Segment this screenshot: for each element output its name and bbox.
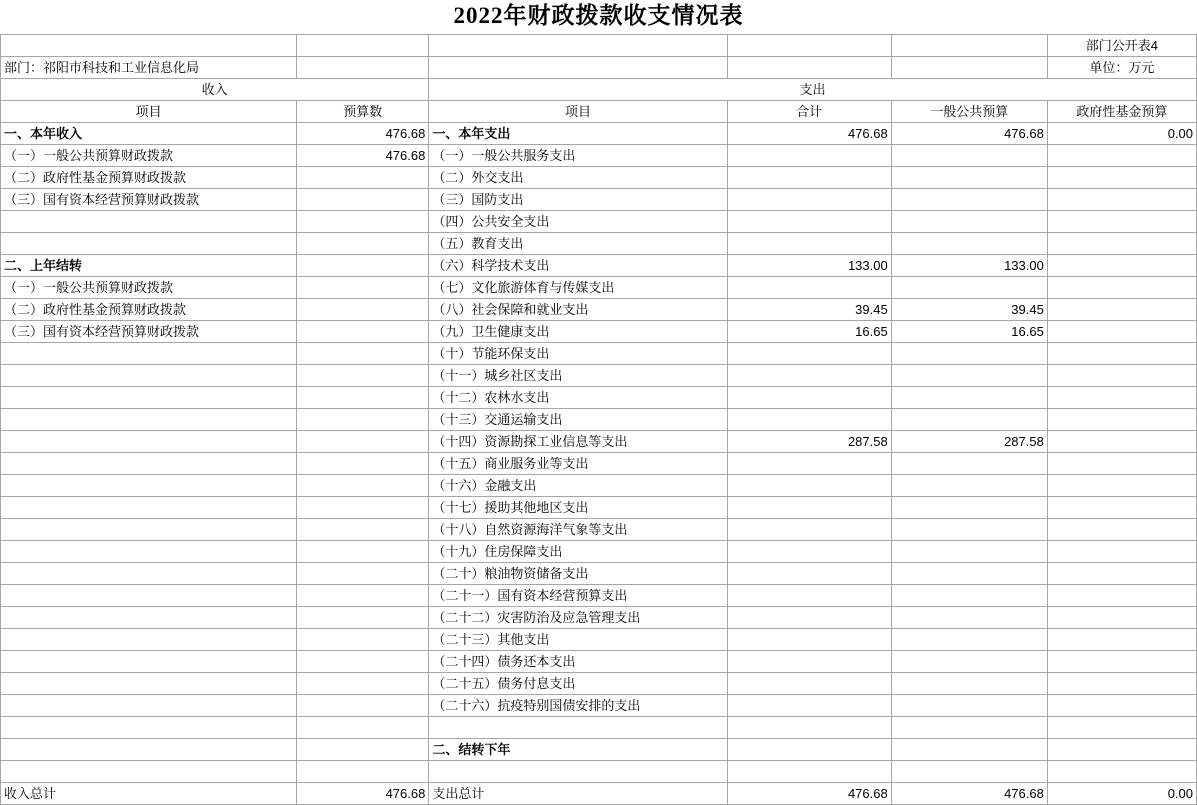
- expenditure-gov-fund-cell: [1047, 387, 1196, 409]
- col-header-exp-gov-fund: 政府性基金预算: [1047, 101, 1196, 123]
- table-row: [1, 629, 1197, 651]
- expenditure-total-label: 支出总计: [429, 783, 727, 805]
- expenditure-total-cell: [727, 409, 891, 431]
- col-header-exp-item: 项目: [429, 101, 727, 123]
- expenditure-total-cell: [727, 365, 891, 387]
- income-value-cell: 476.68: [297, 145, 429, 167]
- expenditure-item-cell: （十九）住房保障支出: [429, 541, 727, 563]
- expenditure-total-cell: 39.45: [727, 299, 891, 321]
- expenditure-general-public-cell: [891, 343, 1047, 365]
- income-value-cell: [297, 233, 429, 255]
- income-value-cell: [297, 189, 429, 211]
- table-row: [1, 189, 1197, 211]
- expenditure-total-cell: [727, 761, 891, 783]
- income-item-cell: （二）政府性基金预算财政拨款: [1, 167, 297, 189]
- table-row: [1, 299, 1197, 321]
- expenditure-general-public-cell: [891, 167, 1047, 189]
- income-value-cell: [297, 651, 429, 673]
- income-value-cell: [297, 629, 429, 651]
- income-total-value: 476.68: [297, 783, 429, 805]
- income-value-cell: [297, 607, 429, 629]
- expenditure-item-cell: （三）国防支出: [429, 189, 727, 211]
- income-value-cell: [297, 277, 429, 299]
- table-row: [1, 233, 1197, 255]
- income-item-cell: [1, 453, 297, 475]
- expenditure-total-value: 476.68: [727, 783, 891, 805]
- expenditure-total-cell: 133.00: [727, 255, 891, 277]
- expenditure-general-public-cell: 133.00: [891, 255, 1047, 277]
- income-value-cell: [297, 673, 429, 695]
- expenditure-total-cell: [727, 189, 891, 211]
- expenditure-general-public-cell: [891, 585, 1047, 607]
- expenditure-total-cell: [727, 387, 891, 409]
- expenditure-gov-fund-cell: [1047, 563, 1196, 585]
- expenditure-gov-fund-cell: [1047, 695, 1196, 717]
- table-row: [1, 585, 1197, 607]
- income-value-cell: [297, 321, 429, 343]
- table-row: [1, 365, 1197, 387]
- income-item-cell: [1, 497, 297, 519]
- table-row: [1, 717, 1197, 739]
- table-row: [1, 431, 1197, 453]
- expenditure-item-cell: （二十四）债务还本支出: [429, 651, 727, 673]
- expenditure-item-cell: （二十五）债务付息支出: [429, 673, 727, 695]
- expenditure-item-cell: （二十一）国有资本经营预算支出: [429, 585, 727, 607]
- blank-cell: [891, 35, 1047, 57]
- expenditure-general-public-cell: [891, 475, 1047, 497]
- table-row: [1, 519, 1197, 541]
- expenditure-total-cell: [727, 651, 891, 673]
- expenditure-total-general-public: 476.68: [891, 783, 1047, 805]
- income-value-cell: [297, 409, 429, 431]
- income-item-cell: （一）一般公共预算财政拨款: [1, 145, 297, 167]
- expenditure-general-public-cell: [891, 519, 1047, 541]
- income-item-cell: [1, 409, 297, 431]
- expenditure-gov-fund-cell: [1047, 475, 1196, 497]
- expenditure-item-cell: （十七）援助其他地区支出: [429, 497, 727, 519]
- income-item-cell: （三）国有资本经营预算财政拨款: [1, 189, 297, 211]
- col-header-exp-total: 合计: [727, 101, 891, 123]
- income-item-cell: 二、上年结转: [1, 255, 297, 277]
- expenditure-gov-fund-cell: [1047, 321, 1196, 343]
- table-row: [1, 541, 1197, 563]
- income-value-cell: [297, 211, 429, 233]
- income-value-cell: [297, 761, 429, 783]
- income-item-cell: [1, 629, 297, 651]
- income-item-cell: [1, 541, 297, 563]
- table-row: [1, 475, 1197, 497]
- income-item-cell: [1, 475, 297, 497]
- expenditure-item-cell: （十）节能环保支出: [429, 343, 727, 365]
- expenditure-total-cell: [727, 695, 891, 717]
- expenditure-general-public-cell: [891, 629, 1047, 651]
- expenditure-general-public-cell: 16.65: [891, 321, 1047, 343]
- income-value-cell: [297, 453, 429, 475]
- expenditure-gov-fund-cell: [1047, 211, 1196, 233]
- table-row: [1, 761, 1197, 783]
- expenditure-general-public-cell: [891, 145, 1047, 167]
- expenditure-item-cell: （九）卫生健康支出: [429, 321, 727, 343]
- blank-cell: [297, 35, 429, 57]
- income-value-cell: 476.68: [297, 123, 429, 145]
- expenditure-total-cell: [727, 211, 891, 233]
- expenditure-gov-fund-cell: [1047, 233, 1196, 255]
- expenditure-item-cell: （八）社会保障和就业支出: [429, 299, 727, 321]
- expenditure-item-cell: （十三）交通运输支出: [429, 409, 727, 431]
- expenditure-total-cell: [727, 167, 891, 189]
- blank-cell: [429, 35, 727, 57]
- expenditure-item-cell: （二十六）抗疫特别国债安排的支出: [429, 695, 727, 717]
- table-row: [1, 673, 1197, 695]
- table-row: [1, 277, 1197, 299]
- expenditure-general-public-cell: [891, 233, 1047, 255]
- table-row: [1, 695, 1197, 717]
- expenditure-item-cell: （十二）农林水支出: [429, 387, 727, 409]
- expenditure-general-public-cell: [891, 497, 1047, 519]
- expenditure-gov-fund-cell: [1047, 629, 1196, 651]
- public-table-no: 部门公开表4: [1047, 35, 1196, 57]
- income-item-cell: [1, 585, 297, 607]
- expenditure-item-cell: （六）科学技术支出: [429, 255, 727, 277]
- income-item-cell: [1, 431, 297, 453]
- table-body: [1, 35, 1197, 805]
- department-label: 部门：祁阳市科技和工业信息化局: [1, 57, 297, 79]
- expenditure-general-public-cell: 476.68: [891, 123, 1047, 145]
- income-item-cell: [1, 717, 297, 739]
- income-item-cell: [1, 343, 297, 365]
- expenditure-total-gov-fund: 0.00: [1047, 783, 1196, 805]
- group-header-income: 收入: [1, 79, 429, 101]
- expenditure-item-cell: 二、结转下年: [429, 739, 727, 761]
- expenditure-general-public-cell: [891, 453, 1047, 475]
- expenditure-total-cell: [727, 233, 891, 255]
- expenditure-general-public-cell: [891, 651, 1047, 673]
- expenditure-total-cell: 476.68: [727, 123, 891, 145]
- income-total-label: 收入总计: [1, 783, 297, 805]
- income-value-cell: [297, 585, 429, 607]
- income-value-cell: [297, 497, 429, 519]
- table-row: [1, 167, 1197, 189]
- income-value-cell: [297, 717, 429, 739]
- public-table-no-row: [1, 35, 1197, 57]
- income-item-cell: [1, 761, 297, 783]
- expenditure-gov-fund-cell: [1047, 145, 1196, 167]
- col-header-exp-general-public: 一般公共预算: [891, 101, 1047, 123]
- expenditure-gov-fund-cell: [1047, 739, 1196, 761]
- table-row: [1, 739, 1197, 761]
- blank-cell: [297, 57, 429, 79]
- income-value-cell: [297, 365, 429, 387]
- expenditure-gov-fund-cell: [1047, 519, 1196, 541]
- table-row: [1, 453, 1197, 475]
- expenditure-gov-fund-cell: [1047, 365, 1196, 387]
- expenditure-general-public-cell: [891, 739, 1047, 761]
- expenditure-general-public-cell: [891, 189, 1047, 211]
- income-item-cell: （一）一般公共预算财政拨款: [1, 277, 297, 299]
- expenditure-general-public-cell: [891, 387, 1047, 409]
- income-value-cell: [297, 343, 429, 365]
- expenditure-general-public-cell: [891, 607, 1047, 629]
- table-row: [1, 343, 1197, 365]
- table-row: [1, 145, 1197, 167]
- expenditure-total-cell: [727, 343, 891, 365]
- expenditure-total-cell: [727, 475, 891, 497]
- table-row: [1, 321, 1197, 343]
- expenditure-gov-fund-cell: [1047, 255, 1196, 277]
- table-row: [1, 211, 1197, 233]
- income-item-cell: [1, 563, 297, 585]
- expenditure-gov-fund-cell: [1047, 541, 1196, 563]
- table-row: [1, 607, 1197, 629]
- expenditure-total-cell: [727, 717, 891, 739]
- expenditure-item-cell: （二十二）灾害防治及应急管理支出: [429, 607, 727, 629]
- blank-cell: [727, 35, 891, 57]
- expenditure-gov-fund-cell: [1047, 651, 1196, 673]
- expenditure-total-cell: [727, 739, 891, 761]
- income-item-cell: [1, 365, 297, 387]
- expenditure-general-public-cell: [891, 563, 1047, 585]
- expenditure-total-cell: 287.58: [727, 431, 891, 453]
- expenditure-gov-fund-cell: [1047, 607, 1196, 629]
- income-item-cell: [1, 739, 297, 761]
- blank-cell: [891, 57, 1047, 79]
- department-unit-row: [1, 57, 1197, 79]
- expenditure-total-cell: [727, 585, 891, 607]
- expenditure-gov-fund-cell: [1047, 717, 1196, 739]
- blank-cell: [727, 57, 891, 79]
- expenditure-gov-fund-cell: [1047, 585, 1196, 607]
- expenditure-item-cell: （五）教育支出: [429, 233, 727, 255]
- expenditure-item-cell: （四）公共安全支出: [429, 211, 727, 233]
- income-value-cell: [297, 541, 429, 563]
- income-item-cell: [1, 519, 297, 541]
- fiscal-allocation-table: [0, 34, 1197, 805]
- column-header-row: [1, 101, 1197, 123]
- expenditure-item-cell: （二十三）其他支出: [429, 629, 727, 651]
- expenditure-gov-fund-cell: [1047, 167, 1196, 189]
- income-value-cell: [297, 695, 429, 717]
- table-row: [1, 651, 1197, 673]
- expenditure-item-cell: 一、本年支出: [429, 123, 727, 145]
- expenditure-general-public-cell: [891, 717, 1047, 739]
- income-value-cell: [297, 167, 429, 189]
- expenditure-gov-fund-cell: [1047, 453, 1196, 475]
- expenditure-general-public-cell: 287.58: [891, 431, 1047, 453]
- expenditure-gov-fund-cell: [1047, 431, 1196, 453]
- income-item-cell: （二）政府性基金预算财政拨款: [1, 299, 297, 321]
- expenditure-item-cell: （二）外交支出: [429, 167, 727, 189]
- expenditure-item-cell: （二十）粮油物资储备支出: [429, 563, 727, 585]
- income-value-cell: [297, 519, 429, 541]
- expenditure-general-public-cell: [891, 673, 1047, 695]
- expenditure-gov-fund-cell: [1047, 409, 1196, 431]
- expenditure-gov-fund-cell: [1047, 299, 1196, 321]
- expenditure-total-cell: [727, 277, 891, 299]
- table-row: [1, 497, 1197, 519]
- income-item-cell: （三）国有资本经营预算财政拨款: [1, 321, 297, 343]
- income-item-cell: 一、本年收入: [1, 123, 297, 145]
- table-row: [1, 255, 1197, 277]
- expenditure-item-cell: （十一）城乡社区支出: [429, 365, 727, 387]
- income-value-cell: [297, 387, 429, 409]
- table-row: [1, 123, 1197, 145]
- expenditure-general-public-cell: [891, 211, 1047, 233]
- expenditure-general-public-cell: [891, 277, 1047, 299]
- expenditure-gov-fund-cell: [1047, 189, 1196, 211]
- expenditure-item-cell: [429, 761, 727, 783]
- expenditure-gov-fund-cell: [1047, 497, 1196, 519]
- table-row: [1, 563, 1197, 585]
- expenditure-item-cell: （一）一般公共服务支出: [429, 145, 727, 167]
- income-value-cell: [297, 563, 429, 585]
- expenditure-general-public-cell: [891, 365, 1047, 387]
- income-item-cell: [1, 673, 297, 695]
- table-row: [1, 387, 1197, 409]
- expenditure-total-cell: [727, 453, 891, 475]
- expenditure-total-cell: 16.65: [727, 321, 891, 343]
- expenditure-total-cell: [727, 629, 891, 651]
- expenditure-gov-fund-cell: [1047, 673, 1196, 695]
- expenditure-total-cell: [727, 497, 891, 519]
- income-item-cell: [1, 607, 297, 629]
- blank-cell: [429, 57, 727, 79]
- group-header-row: [1, 79, 1197, 101]
- expenditure-item-cell: （十四）资源勘探工业信息等支出: [429, 431, 727, 453]
- expenditure-total-cell: [727, 563, 891, 585]
- table-row: [1, 409, 1197, 431]
- expenditure-item-cell: （十六）金融支出: [429, 475, 727, 497]
- group-header-expenditure: 支出: [429, 79, 1197, 101]
- expenditure-gov-fund-cell: [1047, 277, 1196, 299]
- income-value-cell: [297, 431, 429, 453]
- expenditure-item-cell: （十八）自然资源海洋气象等支出: [429, 519, 727, 541]
- expenditure-total-cell: [727, 541, 891, 563]
- expenditure-item-cell: （七）文化旅游体育与传媒支出: [429, 277, 727, 299]
- expenditure-total-cell: [727, 607, 891, 629]
- expenditure-general-public-cell: [891, 409, 1047, 431]
- income-item-cell: [1, 387, 297, 409]
- expenditure-item-cell: [429, 717, 727, 739]
- income-value-cell: [297, 299, 429, 321]
- expenditure-gov-fund-cell: [1047, 761, 1196, 783]
- blank-cell: [1, 35, 297, 57]
- income-item-cell: [1, 211, 297, 233]
- page-title: 2022年财政拨款收支情况表: [453, 3, 744, 28]
- income-value-cell: [297, 255, 429, 277]
- unit-label: 单位：万元: [1047, 57, 1196, 79]
- expenditure-general-public-cell: 39.45: [891, 299, 1047, 321]
- expenditure-general-public-cell: [891, 695, 1047, 717]
- expenditure-gov-fund-cell: [1047, 343, 1196, 365]
- expenditure-total-cell: [727, 673, 891, 695]
- expenditure-total-cell: [727, 519, 891, 541]
- expenditure-general-public-cell: [891, 541, 1047, 563]
- income-item-cell: [1, 695, 297, 717]
- total-row: [1, 783, 1197, 805]
- income-value-cell: [297, 475, 429, 497]
- col-header-income-item: 项目: [1, 101, 297, 123]
- income-item-cell: [1, 651, 297, 673]
- income-value-cell: [297, 739, 429, 761]
- expenditure-general-public-cell: [891, 761, 1047, 783]
- expenditure-item-cell: （十五）商业服务业等支出: [429, 453, 727, 475]
- income-item-cell: [1, 233, 297, 255]
- expenditure-gov-fund-cell: 0.00: [1047, 123, 1196, 145]
- expenditure-total-cell: [727, 145, 891, 167]
- col-header-income-budget: 预算数: [297, 101, 429, 123]
